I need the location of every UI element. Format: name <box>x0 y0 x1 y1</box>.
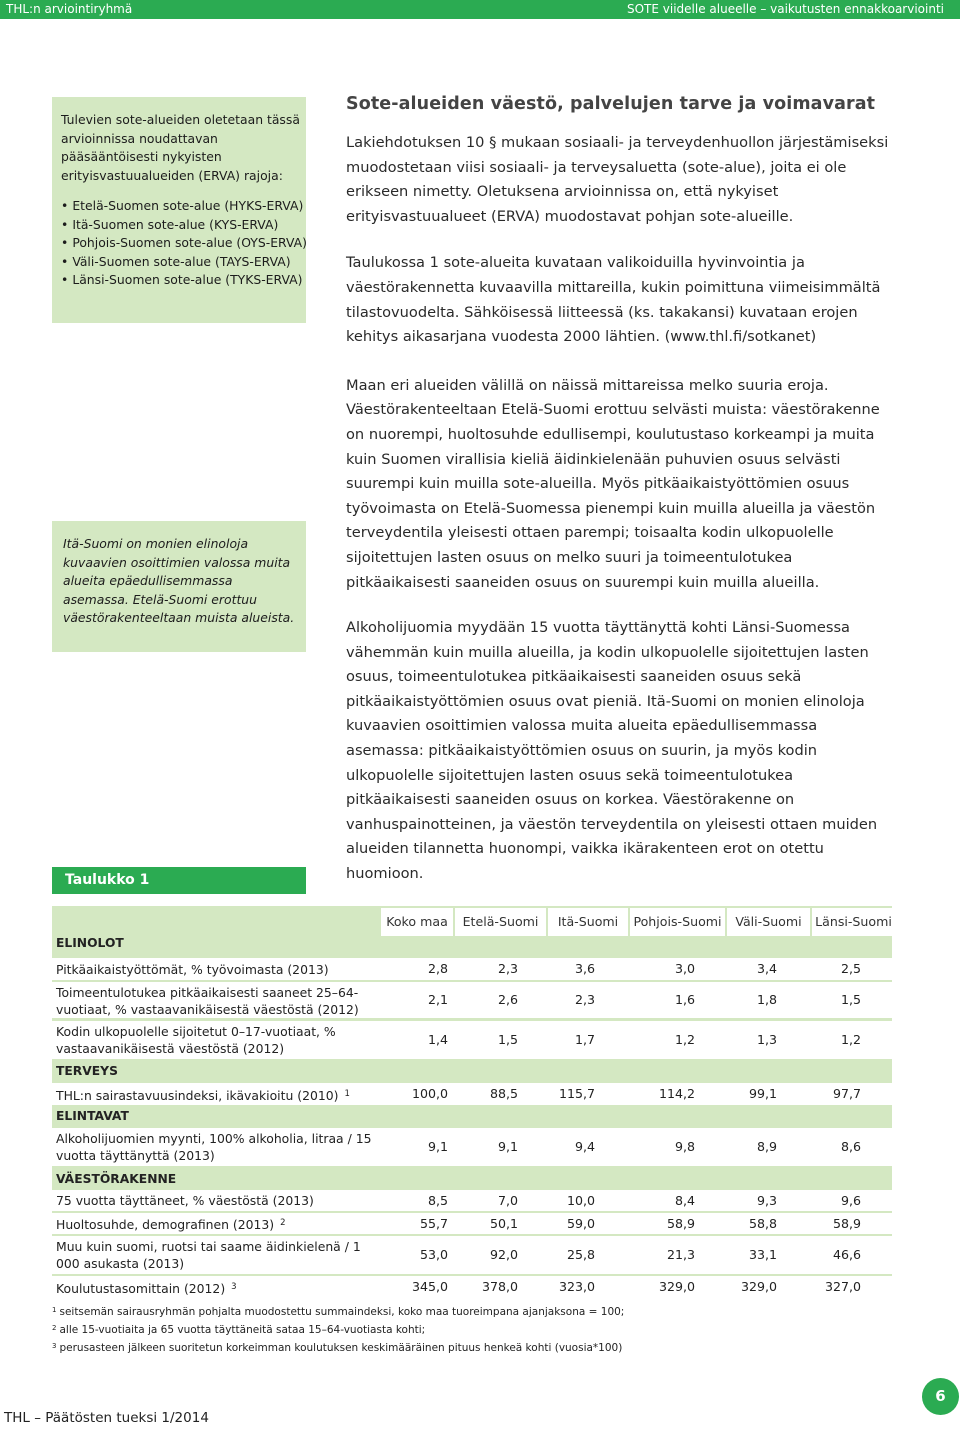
footnote-marker: 2 <box>280 1218 286 1228</box>
table-cell: 10,0 <box>566 1193 595 1208</box>
page-number: 6 <box>922 1378 959 1415</box>
table-cell: 114,2 <box>658 1086 695 1101</box>
table-cell: 1,3 <box>756 1032 777 1047</box>
column-header: Koko maa <box>381 908 453 936</box>
row-label <box>56 1236 376 1272</box>
sidebox-intro: Tulevien sote-alueiden oletetaan tässä arvioinnissa noudattavan pääsääntöisesti nykyisten erityisvastuualueiden (ERVA) rajoja: <box>61 112 300 183</box>
table-row <box>52 982 892 1018</box>
header-bar <box>0 0 960 19</box>
table-cell: 8,6 <box>840 1139 861 1154</box>
table-cell: 21,3 <box>666 1247 695 1262</box>
sidebox-highlight <box>52 521 306 652</box>
footnote <box>52 1320 624 1338</box>
table-cell: 327,0 <box>824 1279 861 1294</box>
table-cell: 2,5 <box>840 961 861 976</box>
table-cell: 53,0 <box>419 1247 448 1262</box>
article-paragraph: Maan eri alueiden välillä on näissä mittareissa melko suuria eroja. Väestörakenteeltaan Etelä-Suomi erottuu selvästi muista: väestörakenne on nuorempi, huoltosuhde edullisempi, koulutustaso korkeampi ja muita kuin Suomen virallisia kieliä äidinkielenään puhuvien osuus selvästi suurempi kuin muilla sote-alueilla. Myös pitkäaikaistyöttömien osuus työvoimasta on Etelä-Suomessa pienempi kuin muilla alueilla ja väestön terveydentila yleisesti ottaen parempi; toisaalta kodin ulkopuolelle sijoitettujen lasten osuus on melko suuri ja toimeentulotukea pitkäaikaisesti saaneiden osuus on suurempi kuin muilla alueilla. <box>346 376 880 591</box>
table-cell: 9,6 <box>840 1193 861 1208</box>
erva-list-item: • Etelä-Suomen sote-alue (HYKS-ERVA) <box>61 197 300 216</box>
row-label <box>56 1276 376 1297</box>
footer-text: THL – Päätösten tueksi 1/2014 <box>4 1410 209 1426</box>
footnote <box>52 1302 624 1320</box>
table-label: Taulukko 1 <box>52 867 306 894</box>
footnote-number: 3 <box>52 1342 57 1350</box>
row-label-text: Huoltosuhde, demografinen (2013) <box>56 1217 275 1232</box>
table-cell: 46,6 <box>832 1247 861 1262</box>
table-cell: 50,1 <box>489 1216 518 1231</box>
header-left-text: THL:n arviointiryhmä <box>6 2 133 16</box>
row-label-text: Kodin ulkopuolelle sijoitetut 0–17-vuotiaat, % vastaavanikäisestä väestöstä (2012) <box>56 1024 336 1056</box>
row-label <box>56 1190 376 1209</box>
footnote-marker: 1 <box>344 1089 350 1099</box>
table-cell: 97,7 <box>832 1086 861 1101</box>
table-cell: 2,8 <box>427 961 448 976</box>
table-cell: 8,5 <box>427 1193 448 1208</box>
table-cell: 33,1 <box>748 1247 777 1262</box>
table-cell: 2,3 <box>574 992 595 1007</box>
table-cell: 92,0 <box>489 1247 518 1262</box>
table-cell: 8,4 <box>674 1193 695 1208</box>
row-label-text: Pitkäaikaistyöttömät, % työvoimasta (2013) <box>56 962 329 977</box>
table-cell: 7,0 <box>497 1193 518 1208</box>
row-label-text: THL:n sairastavuusindeksi, ikävakioitu (2010) <box>56 1088 339 1103</box>
table-row <box>52 1083 892 1105</box>
column-header: Itä-Suomi <box>548 908 628 936</box>
erva-list-item: • Väli-Suomen sote-alue (TAYS-ERVA) <box>61 253 300 272</box>
table-row <box>52 1190 892 1211</box>
row-label-text: 75 vuotta täyttäneet, % väestöstä (2013) <box>56 1193 314 1208</box>
table-cell: 345,0 <box>411 1279 448 1294</box>
sidebox-erva <box>52 97 306 323</box>
table-section-label: VÄESTÖRAKENNE <box>56 1172 177 1186</box>
row-label <box>56 1021 376 1057</box>
erva-list <box>61 197 307 290</box>
header-right-text: SOTE viidelle alueelle – vaikutusten ennakkoarviointi <box>626 2 944 16</box>
table-cell: 378,0 <box>481 1279 518 1294</box>
footnote-number: 1 <box>52 1306 57 1314</box>
table-cell: 323,0 <box>558 1279 595 1294</box>
table-cell: 100,0 <box>411 1086 448 1101</box>
footnote-text: perusasteen jälkeen suoritetun korkeimman koulutuksen keskimääräinen pituus henkeä kohti (vuosia*100) <box>59 1342 623 1354</box>
article-heading: Sote-alueiden väestö, palvelujen tarve ja voimavarat <box>346 94 876 114</box>
article-paragraph: Taulukossa 1 sote-alueita kuvataan valikoiduilla hyvinvointia ja väestörakennetta kuvaavilla mittareilla, kukin poimittuna viimeisimmältä tilastovuodelta. Sähköisessä liitteessä (ks. takakansi) kuvataan erojen kehitys aikasarjana vuodesta 2000 lähtien. (www.thl.fi/sotkanet) <box>346 254 881 346</box>
table-cell: 58,9 <box>832 1216 861 1231</box>
table-cell: 9,8 <box>674 1139 695 1154</box>
table-cell: 329,0 <box>740 1279 777 1294</box>
table-cell: 9,3 <box>756 1193 777 1208</box>
table-cell: 3,0 <box>674 961 695 976</box>
table-cell: 58,8 <box>748 1216 777 1231</box>
row-label-text: Alkoholijuomien myynti, 100% alkoholia, litraa / 15 vuotta täyttänyttä (2013) <box>56 1131 372 1163</box>
table-cell: 2,1 <box>427 992 448 1007</box>
table-cell: 59,0 <box>566 1216 595 1231</box>
table-row <box>52 1276 892 1298</box>
table-cell: 9,4 <box>574 1139 595 1154</box>
row-label-text: Koulutustasomittain (2012) <box>56 1281 226 1296</box>
table-cell: 3,6 <box>574 961 595 976</box>
row-label-text: Toimeentulotukea pitkäaikaisesti saaneet 25–64-vuotiaat, % vastaavanikäisestä väestöstä (2012) <box>56 985 359 1017</box>
column-header: Väli-Suomi <box>727 908 810 936</box>
footnote-text: alle 15-vuotiaita ja 65 vuotta täyttäneitä sataa 15–64-vuotiasta kohti; <box>59 1324 426 1336</box>
row-label-text: Muu kuin suomi, ruotsi tai saame äidinkielenä / 1 000 asukasta (2013) <box>56 1239 361 1271</box>
erva-list-item: • Itä-Suomen sote-alue (KYS-ERVA) <box>61 216 300 235</box>
table-section-label: ELINOLOT <box>56 936 124 950</box>
table-cell: 1,2 <box>840 1032 861 1047</box>
row-label <box>56 1213 376 1233</box>
table-cell: 1,5 <box>497 1032 518 1047</box>
footnote-marker: 3 <box>231 1282 237 1292</box>
table-cell: 55,7 <box>419 1216 448 1231</box>
table-cell: 58,9 <box>666 1216 695 1231</box>
table-cell: 25,8 <box>566 1247 595 1262</box>
article-paragraph: Alkoholijuomia myydään 15 vuotta täyttänyttä kohti Länsi-Suomessa vähemmän kuin muilla alueilla, ja kodin ulkopuolelle sijoitettujen lasten osuus, toimeentulotukea pitkäaikaisesti saaneiden osuus sekä pitkäaikaistyöttömien osuus ovat pieniä. Itä-Suomi on monien elinoloja kuvaavien osoittimien valossa muita alueita epäedullisemmassa asemassa: pitkäaikaistyöttömien osuus on suurin, ja myös kodin ulkopuolelle sijoitettujen lasten osuus sekä toimeentulotukea pitkäaikaisesti saaneiden osuus on korkea. Väestörakenne on vanhuspainotteinen, ja väestön terveydentila on yleisesti ottaen muiden alueiden tilannetta huonompi, vaikka ikärakenteen erot on otettu huomioon. <box>346 619 878 883</box>
table-cell: 1,2 <box>674 1032 695 1047</box>
table-cell: 2,3 <box>497 961 518 976</box>
table-cell: 8,9 <box>756 1139 777 1154</box>
table-section-label: ELINTAVAT <box>56 1109 129 1123</box>
table-cell: 1,5 <box>840 992 861 1007</box>
table-cell: 88,5 <box>489 1086 518 1101</box>
erva-list-item: • Pohjois-Suomen sote-alue (OYS-ERVA) <box>61 234 300 253</box>
table-cell: 1,6 <box>674 992 695 1007</box>
article-paragraph: Lakiehdotuksen 10 § mukaan sosiaali- ja terveydenhuollon järjestämiseksi muodostetaan viisi sosiaali- ja terveysaluetta (sote-alue), joita ei ole erikseen nimetty. Oletuksena arvioinnissa on, että nykyiset erityisvastuualueet (ERVA) muodostavat pohjan sote-alueille. <box>346 134 889 225</box>
table-cell: 1,8 <box>756 992 777 1007</box>
table-row <box>52 1213 892 1234</box>
table-row <box>52 1128 892 1166</box>
table-cell: 99,1 <box>748 1086 777 1101</box>
row-label <box>56 958 376 978</box>
table-cell: 3,4 <box>756 961 777 976</box>
table-cell: 9,1 <box>427 1139 448 1154</box>
table-row <box>52 1021 892 1059</box>
table-cell: 115,7 <box>558 1086 595 1101</box>
footnote-number: 2 <box>52 1324 57 1332</box>
table-cell: 1,7 <box>574 1032 595 1047</box>
sidebox-highlight-text: Itä-Suomi on monien elinoloja kuvaavien osoittimien valossa muita alueita epäedullisemmassa asemassa. Etelä-Suomi erottuu väestörakenteeltaan muista alueista. <box>63 536 295 626</box>
column-header: Etelä-Suomi <box>455 908 546 936</box>
table-row <box>52 1236 892 1274</box>
table-section-label: TERVEYS <box>56 1064 118 1078</box>
table-cell: 2,6 <box>497 992 518 1007</box>
column-header: Pohjois-Suomi <box>630 908 725 936</box>
footnote <box>52 1338 624 1356</box>
erva-list-item: • Länsi-Suomen sote-alue (TYKS-ERVA) <box>61 271 300 290</box>
row-label <box>56 982 376 1018</box>
row-label <box>56 1128 376 1164</box>
table-header-row <box>381 908 895 936</box>
table-footnotes <box>52 1302 624 1356</box>
main-article <box>346 94 894 904</box>
table-cell: 9,1 <box>497 1139 518 1154</box>
table-cell: 1,4 <box>427 1032 448 1047</box>
row-label <box>56 1083 376 1104</box>
table-row <box>52 958 892 980</box>
column-header: Länsi-Suomi <box>812 908 895 936</box>
table-cell: 329,0 <box>658 1279 695 1294</box>
footnote-text: seitsemän sairausryhmän pohjalta muodostettu summaindeksi, koko maa tuoreimpana ajanjaksona = 100; <box>59 1306 625 1318</box>
